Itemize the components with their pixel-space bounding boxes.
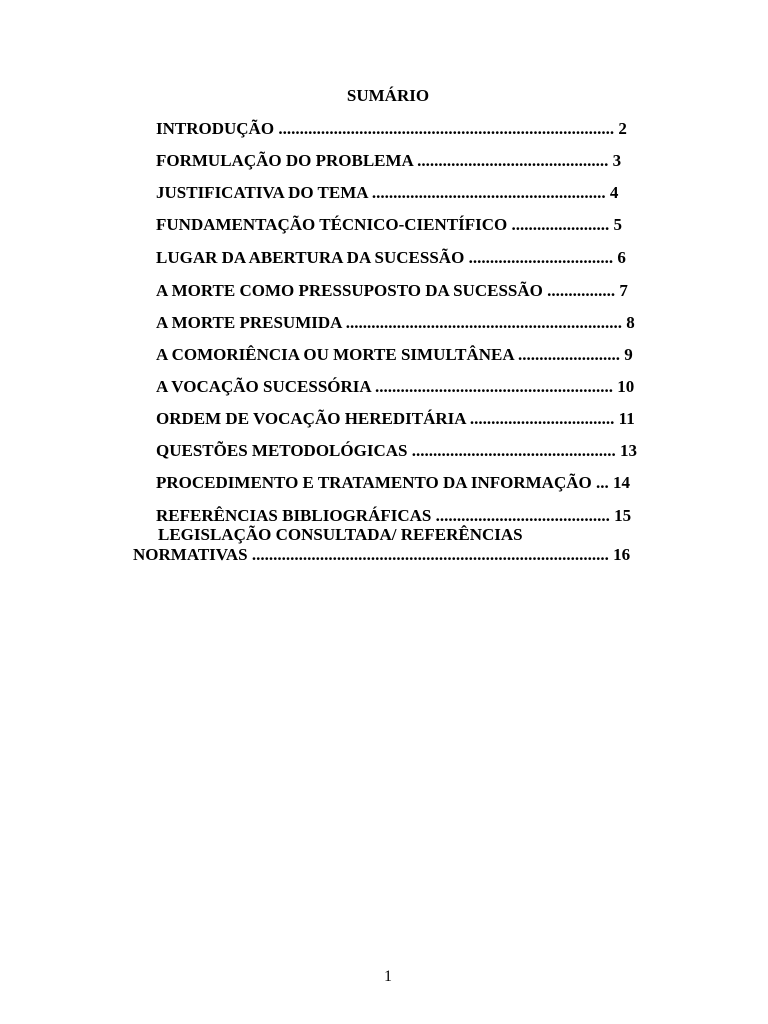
- toc-entry-page: 4: [609, 183, 619, 202]
- toc-entry-leader: ...: [595, 473, 609, 492]
- toc-entry-leader: .........................................: [435, 506, 610, 525]
- toc-entry-page: 10: [617, 377, 635, 396]
- toc-entry: [156, 215, 622, 235]
- toc-entry-label: QUESTÕES METODOLÓGICAS: [156, 441, 408, 460]
- toc-entry-label: A MORTE COMO PRESSUPOSTO DA SUCESSÃO: [156, 281, 543, 300]
- toc-entry-page: 14: [612, 473, 630, 492]
- toc-entry: [156, 151, 621, 171]
- toc-entry-label: REFERÊNCIAS BIBLIOGRÁFICAS: [156, 506, 432, 525]
- toc-entry-page: 9: [624, 345, 633, 364]
- toc-entry-leader: .......................: [511, 215, 610, 234]
- toc-entry-label: A VOCAÇÃO SUCESSÓRIA: [156, 377, 371, 396]
- toc-entry: [156, 281, 628, 301]
- toc-entry: [156, 473, 630, 493]
- toc-entry-label: PROCEDIMENTO E TRATAMENTO DA INFORMAÇÃO: [156, 473, 592, 492]
- toc-entry-multiline-first: [158, 525, 523, 545]
- toc-entry-label: LEGISLAÇÃO CONSULTADA/ REFERÊNCIAS: [158, 525, 523, 544]
- toc-entry: [156, 506, 631, 526]
- toc-entry-page: 8: [626, 313, 635, 332]
- toc-entry: [156, 409, 635, 429]
- toc-entry-label: FUNDAMENTAÇÃO TÉCNICO-CIENTÍFICO: [156, 215, 508, 234]
- toc-entry: [156, 377, 634, 397]
- toc-entry-leader: ........................................................: [374, 377, 613, 396]
- toc-entry-leader: ..................................: [468, 248, 614, 267]
- toc-entry-page: 16: [613, 545, 631, 564]
- toc-entry: [156, 119, 627, 139]
- toc-entry-label: ORDEM DE VOCAÇÃO HEREDITÁRIA: [156, 409, 466, 428]
- toc-entry-page: 5: [613, 215, 622, 234]
- toc-entry: [156, 313, 635, 333]
- toc-entry-label: A COMORIÊNCIA OU MORTE SIMULTÂNEA: [156, 345, 514, 364]
- toc-entry-page: 11: [618, 409, 635, 428]
- toc-entry-label: LUGAR DA ABERTURA DA SUCESSÃO: [156, 248, 465, 267]
- toc-entry-leader: ....................................................................................: [251, 545, 609, 564]
- toc-entry-label: INTRODUÇÃO: [156, 119, 275, 138]
- toc-entry-page: 7: [619, 281, 628, 300]
- toc-entry-leader: ................: [547, 281, 616, 300]
- toc-entry-label: FORMULAÇÃO DO PROBLEMA: [156, 151, 413, 170]
- toc-entry-leader: .................................................................: [345, 313, 622, 332]
- toc-entry-page: 2: [618, 119, 627, 138]
- toc-entry-page: 13: [619, 441, 637, 460]
- toc-entry-leader: ........................: [517, 345, 620, 364]
- toc-entry-multiline-second: [133, 545, 630, 565]
- toc-entry-leader: ...............................................................................: [278, 119, 615, 138]
- toc-entry-leader: .......................................................: [371, 183, 606, 202]
- toc-entry-leader: ..................................: [469, 409, 615, 428]
- toc-entry-label: NORMATIVAS: [133, 545, 248, 564]
- toc-entry: [156, 441, 637, 461]
- toc-title: SUMÁRIO: [346, 86, 430, 105]
- toc-entry-label: JUSTIFICATIVA DO TEMA: [156, 183, 368, 202]
- toc-entry-page: 6: [617, 248, 626, 267]
- toc-entry-page: 3: [612, 151, 622, 170]
- toc-entry-leader: .............................................: [417, 151, 609, 170]
- toc-entry: [156, 248, 626, 268]
- toc-entry: [156, 183, 618, 203]
- toc-entry-page: 15: [614, 506, 632, 525]
- toc-entry-leader: ................................................: [411, 441, 616, 460]
- toc-entry-label: A MORTE PRESUMIDA: [156, 313, 342, 332]
- page-number: 1: [384, 968, 392, 985]
- toc-entry: [156, 345, 633, 365]
